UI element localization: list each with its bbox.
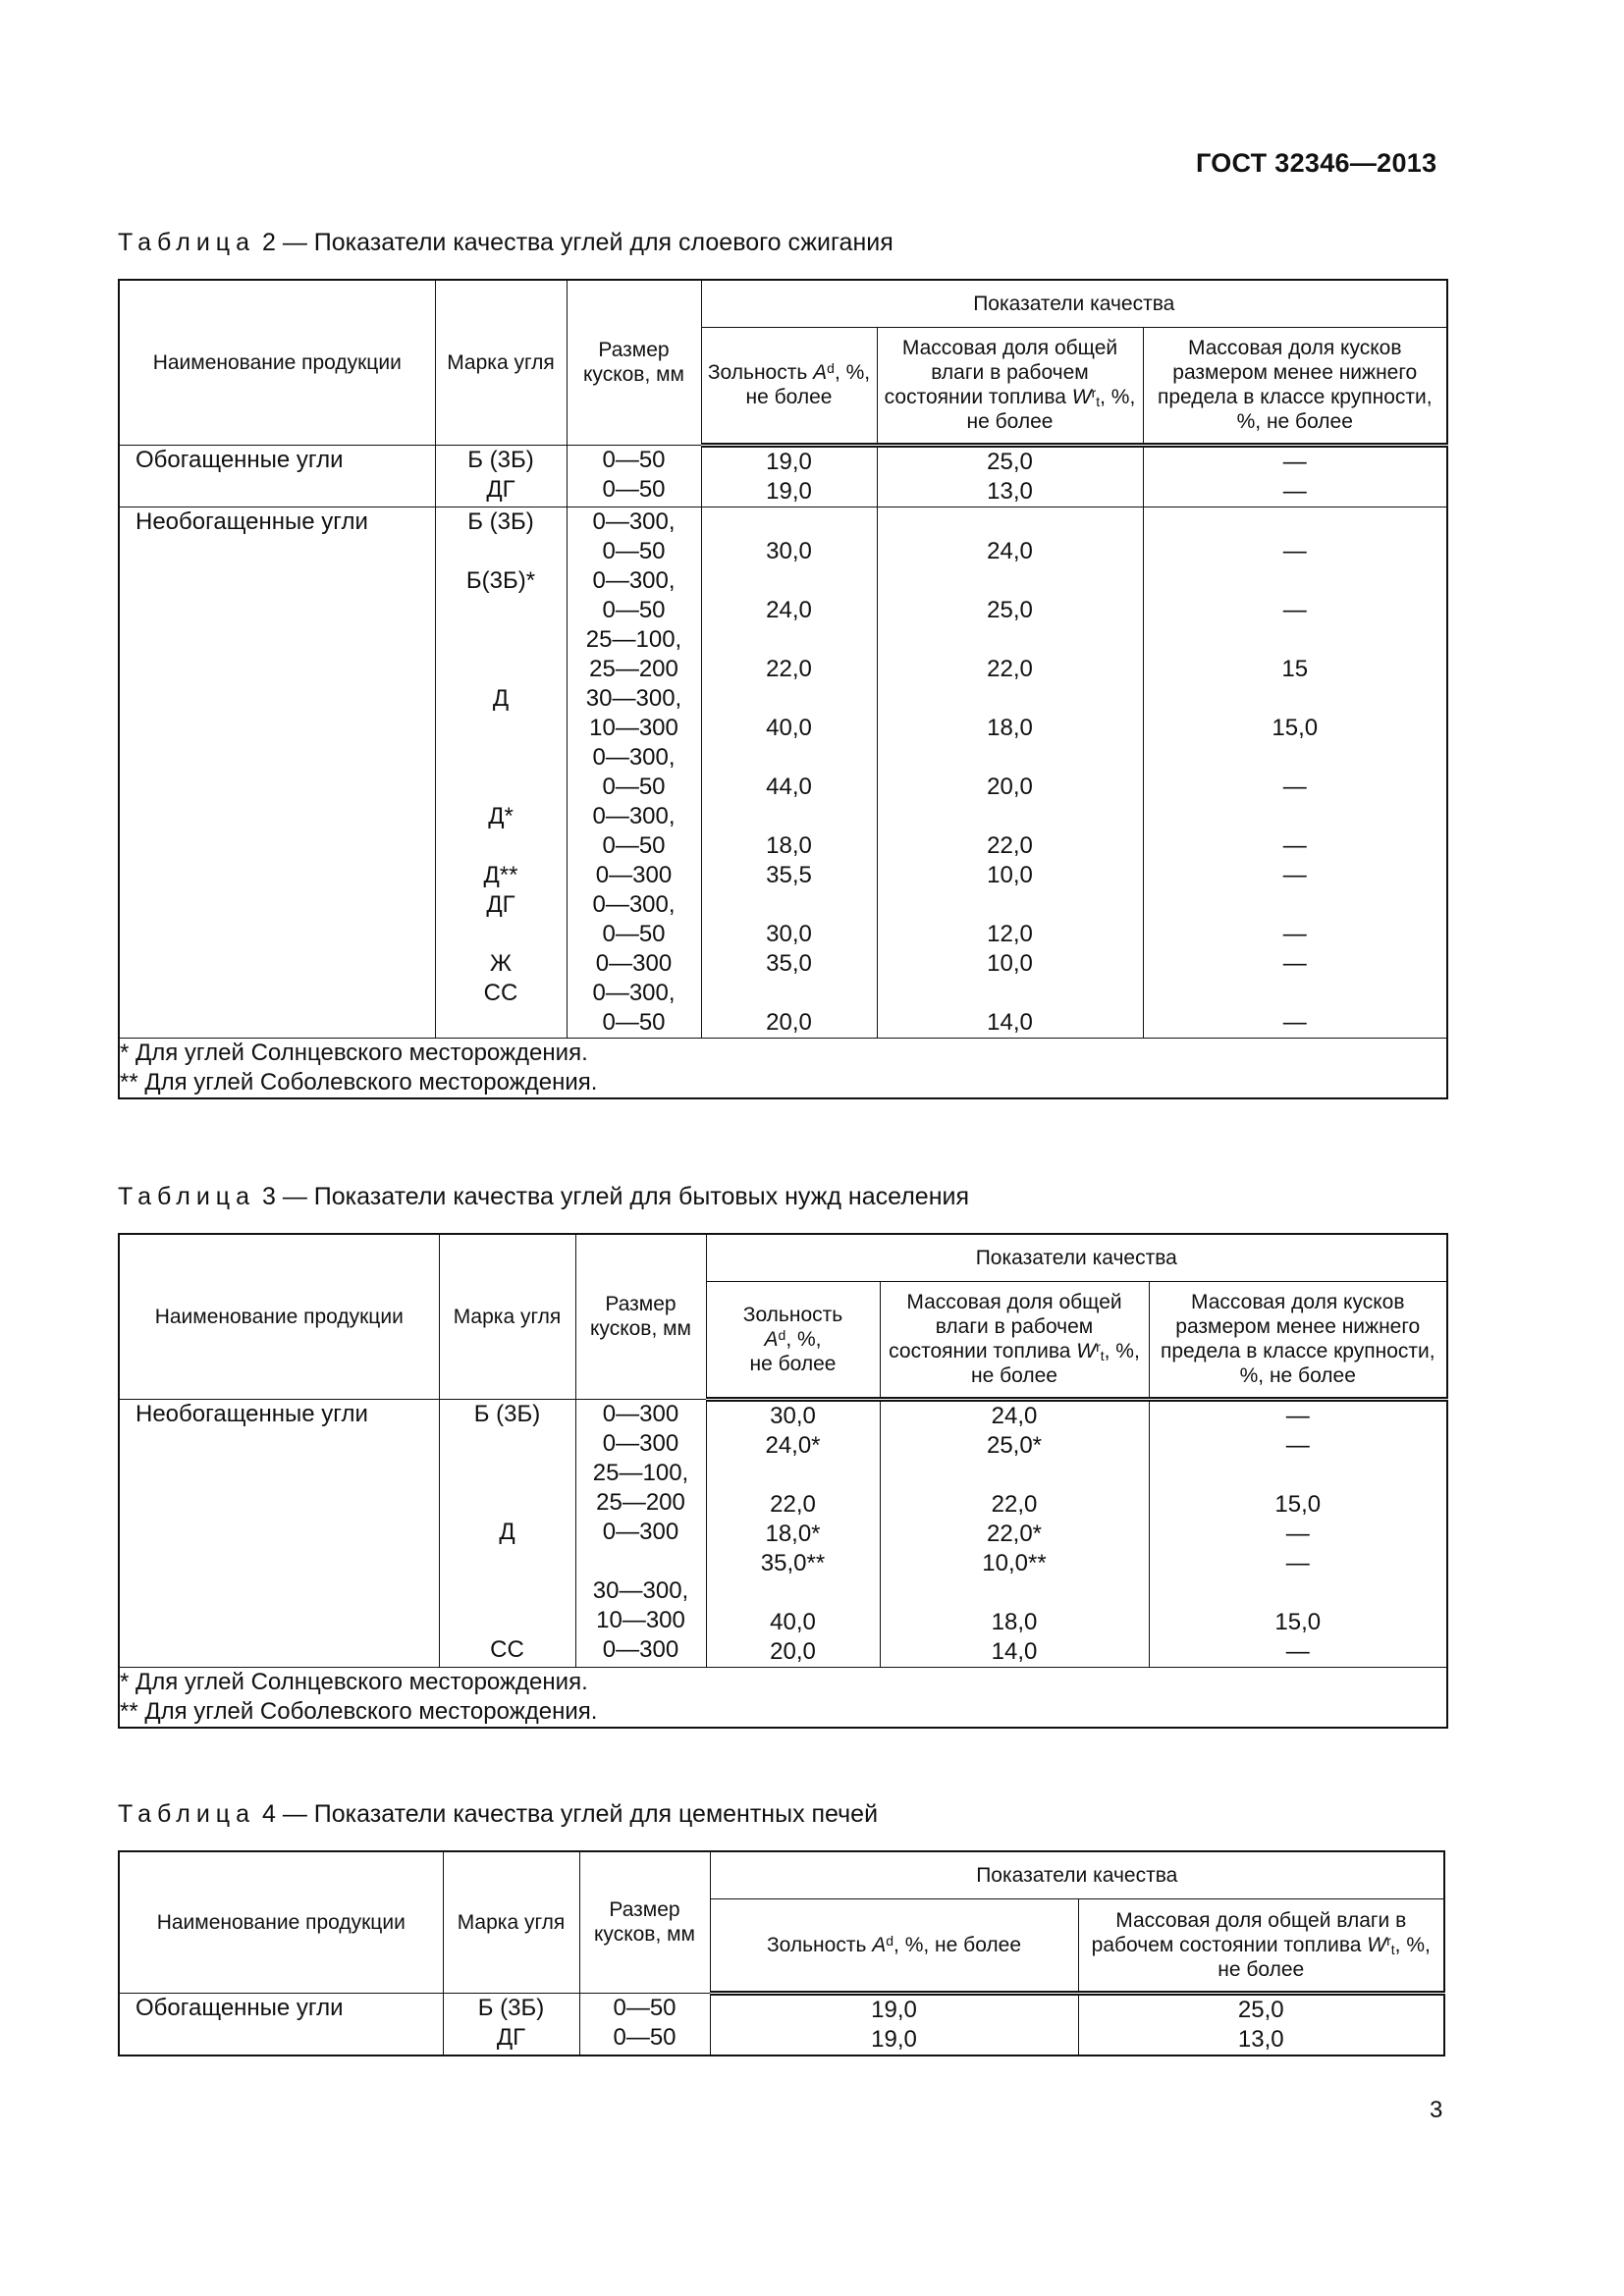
ash-cell (701, 507, 877, 1038)
ash-cell (701, 445, 877, 507)
product-name-cell (119, 1399, 439, 1667)
brand-value (436, 714, 567, 743)
ash-value (707, 1578, 880, 1608)
fines-value (1144, 890, 1447, 920)
fines-value: 15,0 (1274, 1490, 1322, 1518)
col-header-brand: Марка угля (439, 1234, 575, 1399)
col-header-quality: Показатели качества (706, 1234, 1447, 1281)
brand-value (436, 773, 567, 802)
col-header-moisture: Массовая доля общей влаги в рабочем состоянии топлива $W^r_t$, %, не более (880, 1281, 1149, 1399)
col-header-size: Размер кусков, мм (567, 280, 701, 445)
ash-value (702, 802, 877, 831)
product-name: Необогащенные угли (135, 1400, 368, 1427)
fines-value: 15 (1281, 655, 1309, 682)
table2-notes (119, 1038, 1447, 1098)
fines-value: — (1282, 831, 1307, 859)
table2-caption-word: Таблица (118, 229, 256, 256)
col-header-ash: Зольность $A^d$, %, не более (710, 1898, 1078, 1993)
col-header-name: Наименование продукции (119, 280, 435, 445)
brand-value (436, 596, 567, 625)
table4-caption-word: Таблица (118, 1800, 256, 1828)
brand-value: Б (3Б) (467, 507, 534, 535)
fines-value: — (1285, 1637, 1310, 1665)
brand-value: Б (3Б) (477, 1994, 545, 2021)
moisture-cell (877, 445, 1143, 507)
table-row-group (119, 1399, 1447, 1667)
size-value: 10—300 (596, 1606, 685, 1633)
ash-value (702, 979, 877, 1008)
ash-value: 44,0 (766, 773, 812, 800)
moisture-value (881, 1578, 1149, 1608)
size-value: 0—300, (592, 566, 676, 594)
brand-value: Ж (489, 949, 513, 977)
fines-value: — (1282, 920, 1307, 947)
fines-value (1150, 1461, 1447, 1490)
size-value: 0—50 (602, 1008, 666, 1036)
size-value: 0—300, (592, 507, 676, 535)
moisture-value: 22,0 (987, 655, 1033, 682)
table3-note-2: ** Для углей Соболевского месторождения. (120, 1697, 598, 1725)
moisture-value: 25,0 (1237, 1996, 1284, 2023)
moisture-value: 14,0 (991, 1637, 1038, 1665)
fines-value (1144, 507, 1447, 537)
moisture-cell (1078, 1993, 1444, 2056)
moisture-value: 14,0 (987, 1008, 1033, 1036)
ash-value: 24,0* (765, 1431, 821, 1459)
brand-value (440, 1459, 575, 1488)
size-value: 0—50 (602, 831, 666, 859)
ash-value: 30,0 (770, 1402, 816, 1429)
moisture-value (878, 890, 1143, 920)
moisture-value: 10,0 (987, 861, 1033, 888)
table4 (118, 1850, 1445, 2056)
table4-caption (118, 1800, 878, 1829)
fines-value (1144, 802, 1447, 831)
col-header-moisture: Массовая доля общей влаги в рабочем состоянии топлива $W^r_t$, %, не более (877, 327, 1143, 445)
ash-value: 35,0** (760, 1549, 826, 1576)
brand-value: ДГ (486, 890, 515, 918)
col-header-name: Наименование продукции (119, 1851, 443, 1993)
col-header-size: Размер кусков, мм (579, 1851, 710, 1993)
size-value: 25—200 (596, 1488, 685, 1516)
moisture-value: 24,0 (991, 1402, 1038, 1429)
size-value: 0—300 (595, 861, 673, 888)
brand-value: СС (490, 1635, 524, 1663)
fines-value (1144, 743, 1447, 773)
table2-note-1: * Для углей Солнцевского месторождения. (120, 1039, 588, 1066)
fines-value: — (1282, 861, 1307, 888)
page-number: 3 (1430, 2097, 1443, 2123)
fines-value (1144, 979, 1447, 1008)
fines-value: — (1282, 477, 1307, 505)
moisture-value: 25,0* (986, 1431, 1043, 1459)
moisture-value: 22,0 (991, 1490, 1038, 1518)
brand-value (440, 1488, 575, 1518)
moisture-value (878, 507, 1143, 537)
moisture-value: 18,0 (991, 1608, 1038, 1635)
size-value: 0—300 (602, 1518, 679, 1545)
product-name: Обогащенные угли (135, 1994, 344, 2021)
size-value: 0—300 (602, 1429, 679, 1457)
brand-cell (443, 1993, 579, 2056)
size-value: 25—200 (589, 655, 678, 682)
ash-value: 18,0* (765, 1520, 821, 1547)
brand-value: ДГ (486, 475, 515, 503)
table3-caption (118, 1183, 969, 1211)
ash-value: 40,0 (770, 1608, 816, 1635)
size-cell (579, 1993, 710, 2056)
size-value (576, 1547, 706, 1576)
moisture-value: 18,0 (987, 714, 1033, 741)
ash-value: 19,0 (766, 448, 812, 475)
brand-value (436, 1008, 567, 1038)
size-value: 0—50 (602, 475, 666, 503)
size-cell (575, 1399, 706, 1667)
ash-value (707, 1461, 880, 1490)
size-value: 0—300 (602, 1400, 679, 1427)
product-name-cell (119, 445, 435, 507)
product-name-cell (119, 1993, 443, 2056)
fines-value (1144, 566, 1447, 596)
moisture-value: 12,0 (987, 920, 1033, 947)
ash-value: 40,0 (766, 714, 812, 741)
ash-cell (706, 1399, 880, 1667)
table3-caption-word: Таблица (118, 1183, 256, 1210)
size-value: 10—300 (589, 714, 678, 741)
product-name: Обогащенные угли (135, 446, 344, 473)
ash-value: 35,0 (766, 949, 812, 977)
fines-value (1144, 625, 1447, 655)
moisture-value: 13,0 (1237, 2025, 1284, 2053)
fines-value: — (1285, 1402, 1310, 1429)
col-header-name: Наименование продукции (119, 1234, 439, 1399)
moisture-value (878, 684, 1143, 714)
table-row-group (119, 507, 1447, 1038)
ash-value (702, 684, 877, 714)
fines-value (1150, 1578, 1447, 1608)
moisture-value: 25,0 (987, 448, 1033, 475)
table-row-group (119, 445, 1447, 507)
fines-value: — (1282, 448, 1307, 475)
brand-cell (435, 507, 567, 1038)
moisture-value (878, 566, 1143, 596)
fines-value (1144, 684, 1447, 714)
ash-value (702, 566, 877, 596)
brand-value (436, 655, 567, 684)
ash-value: 19,0 (871, 1996, 917, 2023)
ash-value: 19,0 (766, 477, 812, 505)
ash-value: 22,0 (766, 655, 812, 682)
table2-caption (118, 229, 893, 257)
moisture-value: 22,0 (987, 831, 1033, 859)
col-header-fines: Массовая доля кусков размером менее нижнего предела в классе крупности, %, не более (1149, 1281, 1447, 1399)
size-value: 0—50 (602, 920, 666, 947)
col-header-brand: Марка угля (435, 280, 567, 445)
brand-value: Д (492, 684, 510, 712)
brand-value (440, 1429, 575, 1459)
ash-value: 20,0 (770, 1637, 816, 1665)
moisture-value: 25,0 (987, 596, 1033, 623)
size-value: 25—100, (585, 625, 682, 653)
product-name: Необогащенные угли (135, 507, 368, 535)
fines-value: — (1282, 537, 1307, 564)
moisture-value: 20,0 (987, 773, 1033, 800)
col-header-ash: Зольность $A^d$, %, не более (701, 327, 877, 445)
brand-value (440, 1547, 575, 1576)
moisture-value: 13,0 (987, 477, 1033, 505)
moisture-value (878, 802, 1143, 831)
moisture-value (881, 1461, 1149, 1490)
fines-value: 15,0 (1272, 714, 1319, 741)
ash-cell (710, 1993, 1078, 2056)
brand-value: Б (3Б) (467, 446, 534, 473)
size-value: 0—50 (602, 596, 666, 623)
size-value: 0—50 (613, 1994, 677, 2021)
brand-cell (439, 1399, 575, 1667)
table2-caption-text: 2 — Показатели качества углей для слоевого сжигания (255, 229, 893, 256)
brand-value (436, 831, 567, 861)
moisture-value: 22,0* (986, 1520, 1043, 1547)
ash-value: 19,0 (871, 2025, 917, 2053)
fines-value: — (1282, 949, 1307, 977)
size-value: 0—300 (602, 1635, 679, 1663)
ash-value: 30,0 (766, 920, 812, 947)
document-id-header: ГОСТ 32346—2013 (1196, 148, 1437, 178)
table3 (118, 1233, 1448, 1729)
table2-note-2: ** Для углей Соболевского месторождения. (120, 1068, 598, 1095)
moisture-value (878, 625, 1143, 655)
moisture-value: 24,0 (987, 537, 1033, 564)
brand-value (436, 743, 567, 773)
col-header-brand: Марка угля (443, 1851, 579, 1993)
size-value: 0—300, (592, 979, 676, 1006)
moisture-value: 10,0** (982, 1549, 1047, 1576)
fines-value: — (1285, 1549, 1310, 1576)
brand-cell (435, 445, 567, 507)
ash-value (702, 890, 877, 920)
fines-value: — (1285, 1520, 1310, 1547)
moisture-cell (877, 507, 1143, 1038)
fines-value: — (1282, 1008, 1307, 1036)
fines-value: — (1282, 596, 1307, 623)
brand-value: СС (483, 979, 518, 1006)
table2 (118, 279, 1448, 1099)
size-value: 30—300, (592, 1576, 689, 1604)
brand-value: Б(3Б)* (465, 566, 536, 594)
brand-value: Б (3Б) (473, 1400, 541, 1427)
table3-caption-text: 3 — Показатели качества углей для бытовых нужд населения (255, 1183, 969, 1210)
moisture-value: 10,0 (987, 949, 1033, 977)
ash-value: 22,0 (770, 1490, 816, 1518)
size-cell (567, 445, 701, 507)
moisture-value (878, 743, 1143, 773)
brand-value (436, 920, 567, 949)
size-value: 0—50 (602, 537, 666, 564)
fines-cell (1149, 1399, 1447, 1667)
ash-value: 20,0 (766, 1008, 812, 1036)
table3-notes (119, 1667, 1447, 1728)
size-value: 0—50 (602, 446, 666, 473)
size-cell (567, 507, 701, 1038)
fines-cell (1143, 445, 1447, 507)
ash-value (702, 743, 877, 773)
moisture-cell (880, 1399, 1149, 1667)
fines-value: 15,0 (1274, 1608, 1322, 1635)
size-value: 30—300, (585, 684, 682, 712)
brand-value (440, 1576, 575, 1606)
size-value: 0—300, (592, 743, 676, 771)
size-value: 0—300, (592, 802, 676, 829)
col-header-fines: Массовая доля кусков размером менее нижнего предела в классе крупности, %, не более (1143, 327, 1447, 445)
ash-value: 35,5 (766, 861, 812, 888)
col-header-quality: Показатели качества (710, 1851, 1444, 1898)
ash-value (702, 507, 877, 537)
col-header-moisture: Массовая доля общей влаги в рабочем состоянии топлива $W^r_t$, %, не более (1078, 1898, 1444, 1993)
size-value: 25—100, (592, 1459, 689, 1486)
size-value: 0—50 (613, 2023, 677, 2051)
brand-value (440, 1606, 575, 1635)
fines-cell (1143, 507, 1447, 1038)
fines-value: — (1282, 773, 1307, 800)
col-header-quality: Показатели качества (701, 280, 1447, 327)
moisture-value (878, 979, 1143, 1008)
brand-value (436, 537, 567, 566)
brand-value: ДГ (496, 2023, 526, 2051)
brand-value: Д** (483, 861, 518, 888)
brand-value: Д* (488, 802, 514, 829)
size-value: 0—300, (592, 890, 676, 918)
product-name-cell (119, 507, 435, 1038)
ash-value: 24,0 (766, 596, 812, 623)
ash-value (702, 625, 877, 655)
fines-value: — (1285, 1431, 1310, 1459)
table4-caption-text: 4 — Показатели качества углей для цементных печей (255, 1800, 879, 1828)
col-header-ash: Зольность $A^d$, %, не более (706, 1281, 880, 1399)
table-row-group (119, 1993, 1444, 2056)
col-header-size: Размер кусков, мм (575, 1234, 706, 1399)
size-value: 0—50 (602, 773, 666, 800)
ash-value: 30,0 (766, 537, 812, 564)
brand-value: Д (499, 1518, 515, 1545)
table3-note-1: * Для углей Солнцевского месторождения. (120, 1668, 588, 1695)
size-value: 0—300 (595, 949, 673, 977)
brand-value (436, 625, 567, 655)
ash-value: 18,0 (766, 831, 812, 859)
